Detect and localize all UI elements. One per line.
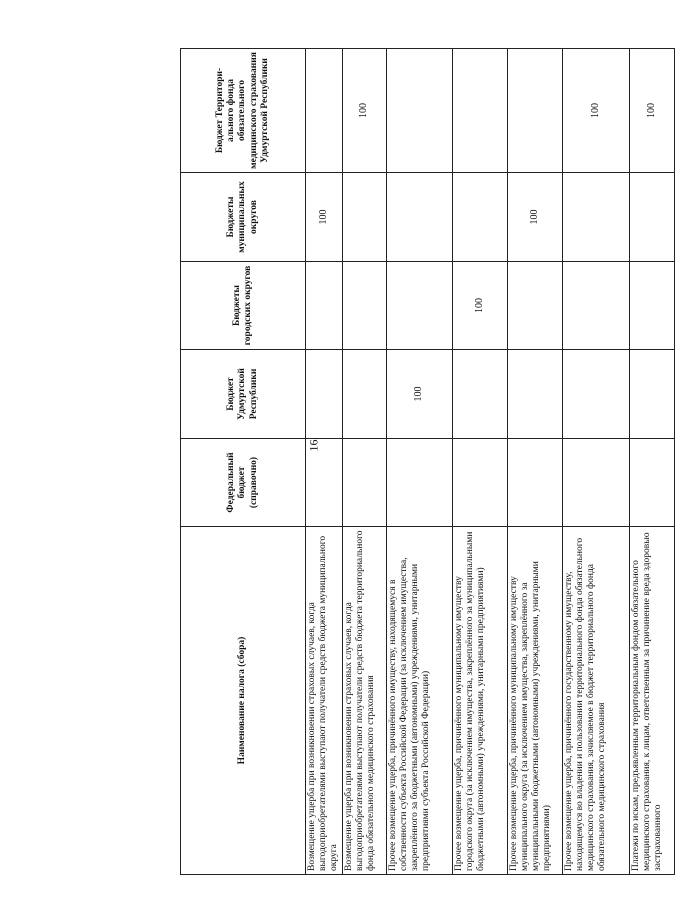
- header-municipal-budgets: Бюджеты муниципальных округов: [181, 173, 306, 262]
- table-row: [562, 49, 629, 875]
- row-udmurt-value: [629, 350, 674, 439]
- header-udmurt-budget: Бюджет Удмуртской Республики: [181, 350, 306, 439]
- row-federal-value: [562, 439, 629, 527]
- row-tax-name: Платежи по искам, предъявленным территориальным фондом обязательного медицинского страхования, к лицам, ответственным за причинение вреда здоровью застрахованного: [629, 527, 674, 875]
- header-medical-fund-budget: Бюджет Территори- ального фонда обязательного медицинского страхования Удмуртской Республики: [181, 49, 306, 173]
- row-city-value: [629, 262, 674, 350]
- row-tax-name: Возмещение ущерба при возникновении страховых случаев, когда выгодоприобретателями выступают получатели средств бюджета муниципального округа: [306, 527, 343, 875]
- row-fund-value: 100: [562, 49, 629, 173]
- row-udmurt-value: [562, 350, 629, 439]
- table-row: [386, 49, 452, 875]
- row-fund-value: [386, 49, 452, 173]
- row-tax-name: Прочее возмещение ущерба, причинённого муниципальному имуществу городского округа (за исключением имущества, закреплённого за муниципальными бюджетными (автономными) учреждениями, унитарными предприятиями): [452, 527, 507, 875]
- table-row: [452, 49, 507, 875]
- row-municipal-value: [452, 173, 507, 262]
- row-federal-value: [306, 439, 343, 527]
- header-tax-name: Наименование налога (сбора): [181, 527, 306, 875]
- row-municipal-value: 100: [306, 173, 343, 262]
- row-udmurt-value: [507, 350, 562, 439]
- row-city-value: [386, 262, 452, 350]
- row-tax-name: Прочее возмещение ущерба, причинённого имуществу, находящемуся в собственности субъекта Российской Федерации (за исключением имущества, закреплённого за бюджетными (автономными) учреждениями, унитарными предприятиями субъекта Российской Федерации): [386, 527, 452, 875]
- row-fund-value: [452, 49, 507, 173]
- table-row: [507, 49, 562, 875]
- table-row: [342, 49, 386, 875]
- rotated-table-container: [180, 49, 664, 875]
- row-city-value: 100: [452, 262, 507, 350]
- row-federal-value: [452, 439, 507, 527]
- budget-distribution-table: [180, 48, 675, 875]
- row-city-value: [562, 262, 629, 350]
- row-city-value: [342, 262, 386, 350]
- row-federal-value: [507, 439, 562, 527]
- row-udmurt-value: 100: [386, 350, 452, 439]
- row-municipal-value: [342, 173, 386, 262]
- table-row: [629, 49, 674, 875]
- row-municipal-value: 100: [507, 173, 562, 262]
- row-federal-value: [386, 439, 452, 527]
- row-municipal-value: [562, 173, 629, 262]
- row-tax-name: Прочее возмещение ущерба, причинённого государственному имуществу, находящемуся во владении и пользовании территориального фонда обязательного медицинского страхования, зачисляемое в бюджет территориального фонда обязательного медицинского страхования: [562, 527, 629, 875]
- table-row: [306, 49, 343, 875]
- row-federal-value: [342, 439, 386, 527]
- row-tax-name: Прочее возмещение ущерба, причинённого муниципальному имуществу муниципального округа (за исключением имущества, закреплённого за муниципальными бюджетными (автономными) учреждениями, унитарными предприятиями): [507, 527, 562, 875]
- page-number: 16: [306, 439, 321, 452]
- row-city-value: [507, 262, 562, 350]
- row-fund-value: [507, 49, 562, 173]
- row-city-value: [306, 262, 343, 350]
- row-fund-value: [306, 49, 343, 173]
- row-fund-value: 100: [342, 49, 386, 173]
- row-udmurt-value: [306, 350, 343, 439]
- table-header-row: [181, 49, 306, 875]
- row-tax-name: Возмещение ущерба при возникновении страховых случаев, когда выгодоприобретателями выступают получатели средств бюджета территориального фонда обязательного медицинского страхования: [342, 527, 386, 875]
- row-fund-value: 100: [629, 49, 674, 173]
- header-federal-budget: Федеральный бюджет (справочно): [181, 439, 306, 527]
- row-municipal-value: [386, 173, 452, 262]
- row-municipal-value: [629, 173, 674, 262]
- row-udmurt-value: [342, 350, 386, 439]
- header-city-budgets: Бюджеты городских округов: [181, 262, 306, 350]
- row-federal-value: [629, 439, 674, 527]
- row-udmurt-value: [452, 350, 507, 439]
